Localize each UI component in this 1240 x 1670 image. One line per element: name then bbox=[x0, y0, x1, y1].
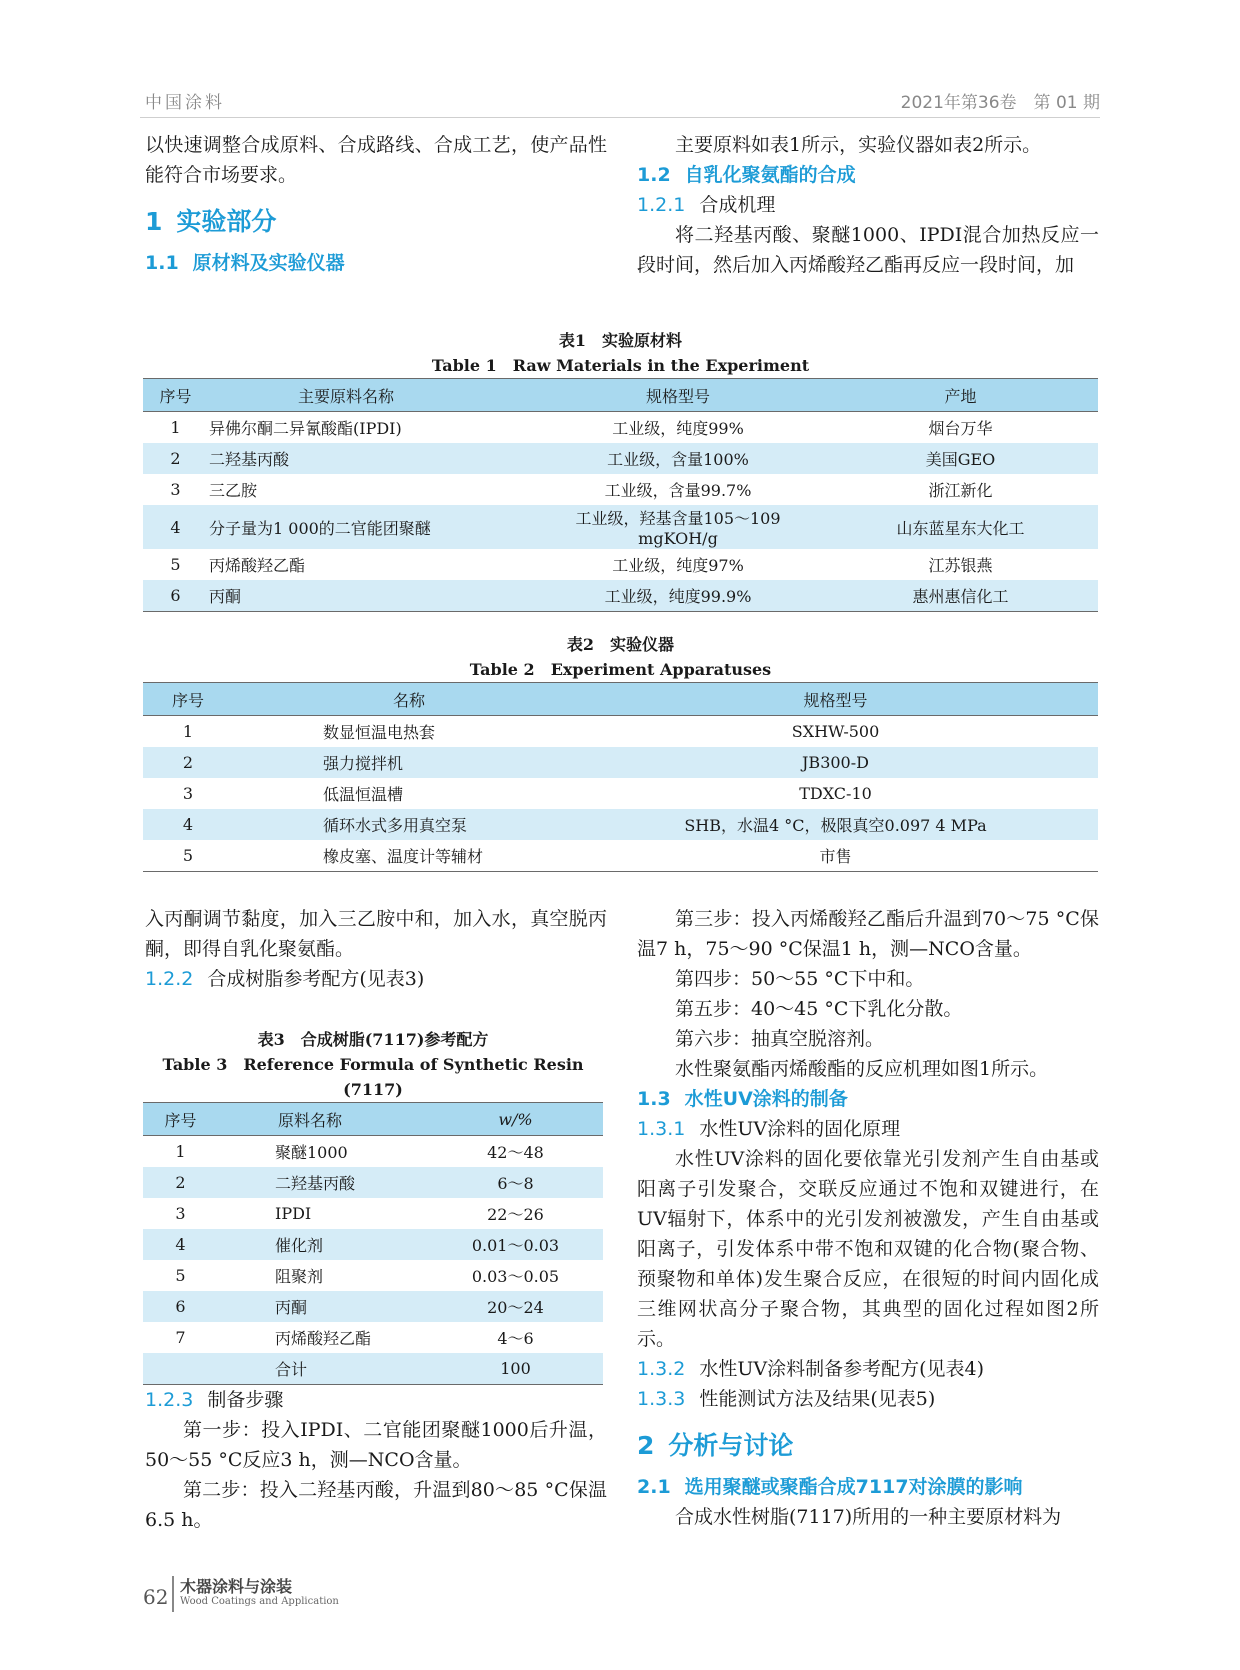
cell: 分子量为1 000的二官能团聚醚 bbox=[208, 505, 533, 549]
section-number: 2 bbox=[637, 1431, 655, 1460]
cell: 工业级，纯度99.9% bbox=[533, 580, 823, 612]
cell: 二羟基丙酸 bbox=[218, 1167, 428, 1198]
section-heading-2-1 bbox=[637, 1472, 1099, 1502]
right-column-bottom bbox=[637, 904, 1099, 1532]
section-heading-1 bbox=[145, 204, 607, 240]
table-row bbox=[143, 1322, 603, 1353]
paragraph: 合成水性树脂(7117)所用的一种主要原材料为 bbox=[675, 1506, 1062, 1528]
cell: 二羟基丙酸 bbox=[208, 443, 533, 474]
cell: 橡皮塞、温度计等辅材 bbox=[233, 840, 573, 872]
cell: 丙酮 bbox=[218, 1291, 428, 1322]
cell: SHB，水温4 °C，极限真空0.097 4 MPa bbox=[573, 809, 1098, 840]
section-heading-2 bbox=[637, 1428, 1099, 1464]
cell: 6～8 bbox=[428, 1167, 603, 1198]
section-number: 1.2.2 bbox=[145, 968, 194, 990]
section-title: 选用聚醚或聚酯合成7117对涂膜的影响 bbox=[684, 1476, 1023, 1498]
cell: 烟台万华 bbox=[928, 419, 993, 438]
cell: 100 bbox=[428, 1353, 603, 1385]
cell: 阻聚剂 bbox=[275, 1267, 324, 1286]
cell: 异佛尔酮二异氰酸酯(IPDI) bbox=[209, 419, 402, 438]
section-heading-1-3-1 bbox=[637, 1114, 1099, 1144]
table-row bbox=[143, 412, 1098, 444]
cell: 美国GEO bbox=[823, 443, 1098, 474]
cell: 工业级，纯度99% bbox=[612, 419, 744, 438]
paragraph: 水性UV涂料的固化要依靠光引发剂产生自由基或阳离子引发聚合，交联反应通过不饱和双键进行，在UV辐射下，体系中的光引发剂被激发，产生自由基或阳离子，引发体系中带不饱和双键的化合物(聚合物、预聚物和单体)发生聚合反应，在很短的时间内固化成三维网状高分子聚合物，其典型的固化过程如图2所示。 bbox=[637, 1148, 1099, 1350]
section-title: 合成机理 bbox=[699, 194, 776, 216]
cell: 2 bbox=[143, 443, 208, 474]
cell: 5 bbox=[175, 1266, 186, 1285]
cell: 三乙胺 bbox=[209, 481, 258, 500]
cell: 惠州惠信化工 bbox=[823, 580, 1098, 612]
cell: SXHW-500 bbox=[791, 722, 880, 741]
table-row bbox=[143, 505, 1098, 549]
section-heading-1-3-2 bbox=[637, 1354, 1099, 1384]
cell: 工业级，纯度97% bbox=[612, 556, 744, 575]
formula-table bbox=[143, 1102, 603, 1385]
section-title: 实验部分 bbox=[176, 207, 277, 236]
paragraph: 第一步：投入IPDI、二官能团聚醚1000后升温，50～55 °C反应3 h，测—NCO含量。 bbox=[145, 1419, 607, 1471]
table-1 bbox=[143, 328, 1098, 612]
section-number: 1.2.3 bbox=[145, 1389, 194, 1411]
paragraph: 第四步：50～55 °C下中和。 bbox=[675, 968, 925, 990]
cell: 42～48 bbox=[487, 1143, 544, 1162]
table-row bbox=[143, 1167, 603, 1198]
paragraph: 第二步：投入二羟基丙酸，升温到80～85 °C保温6.5 h。 bbox=[145, 1479, 607, 1531]
cell: 2 bbox=[143, 747, 233, 778]
section-title: 分析与讨论 bbox=[668, 1431, 794, 1460]
section-heading-1-3-3 bbox=[637, 1384, 1099, 1414]
section-title: 自乳化聚氨酯的合成 bbox=[684, 164, 856, 186]
left-column-top bbox=[145, 130, 607, 278]
cell: 市售 bbox=[573, 840, 1098, 872]
section-number: 1 bbox=[145, 207, 163, 236]
cell: 强力搅拌机 bbox=[233, 747, 573, 778]
section-title: 水性UV涂料制备参考配方(见表4) bbox=[699, 1358, 985, 1380]
column-header: 序号 bbox=[143, 379, 208, 412]
cell: 4 bbox=[143, 505, 208, 549]
column-header: 规格型号 bbox=[573, 683, 1098, 716]
table-caption-en: Table 3 Reference Formula of Synthetic Resin (7117) bbox=[162, 1055, 584, 1099]
paragraph: 第五步：40～45 °C下乳化分散。 bbox=[675, 998, 963, 1020]
section-number: 1.3.1 bbox=[637, 1118, 686, 1140]
column-header: 主要原料名称 bbox=[208, 379, 533, 412]
table-row bbox=[143, 549, 1098, 580]
section-heading-1-1 bbox=[145, 248, 607, 278]
cell: 山东蓝星东大化工 bbox=[823, 505, 1098, 549]
cell: 低温恒温槽 bbox=[323, 785, 404, 804]
cell: 3 bbox=[175, 1204, 186, 1223]
column-header: 规格型号 bbox=[533, 379, 823, 412]
cell: 丙烯酸羟乙酯 bbox=[209, 556, 306, 575]
footer-divider bbox=[172, 1576, 174, 1612]
table-caption-cn: 表2 实验仪器 bbox=[566, 635, 675, 654]
cell: 0.01～0.03 bbox=[428, 1229, 603, 1260]
cell: 6 bbox=[143, 580, 208, 612]
paragraph: 水性聚氨酯丙烯酸酯的反应机理如图1所示。 bbox=[675, 1058, 1049, 1080]
apparatus-table bbox=[143, 682, 1098, 872]
section-heading-1-2-1 bbox=[637, 190, 1099, 220]
cell: 数显恒温电热套 bbox=[323, 723, 436, 742]
paragraph: 第三步：投入丙烯酸羟乙酯后升温到70～75 °C保温7 h，75～90 °C保温1 h，测—NCO含量。 bbox=[637, 908, 1099, 960]
cell bbox=[143, 1353, 218, 1385]
table-row bbox=[143, 1260, 603, 1291]
footer-journal-subtitle: Wood Coatings and Application bbox=[180, 1596, 339, 1607]
paragraph: 第六步：抽真空脱溶剂。 bbox=[675, 1028, 885, 1050]
cell: 2 bbox=[143, 1167, 218, 1198]
column-header: 原料名称 bbox=[218, 1103, 428, 1136]
paragraph: 主要原料如表1所示，实验仪器如表2所示。 bbox=[675, 134, 1042, 156]
cell: 催化剂 bbox=[218, 1229, 428, 1260]
section-title: 性能测试方法及结果(见表5) bbox=[699, 1388, 936, 1410]
section-title: 原材料及实验仪器 bbox=[192, 252, 345, 274]
table-row bbox=[143, 778, 1098, 809]
cell: 丙酮 bbox=[208, 580, 533, 612]
cell: 丙烯酸羟乙酯 bbox=[275, 1329, 372, 1348]
section-number: 1.1 bbox=[145, 252, 179, 274]
cell: 3 bbox=[182, 784, 194, 803]
issue-info: 2021年第36卷 第 01 期 bbox=[900, 93, 1100, 113]
cell: 聚醚1000 bbox=[275, 1143, 348, 1162]
table-3 bbox=[143, 1027, 603, 1385]
paragraph: 将二羟基丙酸、聚醚1000、IPDI混合加热反应一段时间，然后加入丙烯酸羟乙酯再反应一段时间，加 bbox=[637, 224, 1099, 276]
cell: 7 bbox=[175, 1328, 186, 1347]
column-header: 名称 bbox=[233, 683, 573, 716]
paragraph: 以快速调整合成原料、合成路线、合成工艺，使产品性能符合市场要求。 bbox=[145, 134, 607, 186]
cell: 4 bbox=[143, 1229, 218, 1260]
table-row bbox=[143, 747, 1098, 778]
table-2 bbox=[143, 632, 1098, 872]
table-row-total bbox=[143, 1353, 603, 1385]
cell: 浙江新化 bbox=[928, 481, 993, 500]
cell: 工业级，含量100% bbox=[533, 443, 823, 474]
section-title: 合成树脂参考配方(见表3) bbox=[207, 968, 425, 990]
cell: 5 bbox=[143, 840, 233, 872]
cell: 合计 bbox=[218, 1353, 428, 1385]
cell: 江苏银燕 bbox=[928, 556, 993, 575]
table-caption-en: Table 2 Experiment Apparatuses bbox=[469, 660, 772, 679]
column-header: w/% bbox=[428, 1103, 603, 1136]
table-row bbox=[143, 1198, 603, 1229]
section-number: 1.3 bbox=[637, 1088, 671, 1110]
column-header: 产地 bbox=[823, 379, 1098, 412]
cell: 工业级，羟基含量105～109 mgKOH/g bbox=[533, 505, 823, 549]
cell: 20～24 bbox=[428, 1291, 603, 1322]
cell: 循环水式多用真空泵 bbox=[233, 809, 573, 840]
section-title: 水性UV涂料的固化原理 bbox=[699, 1118, 901, 1140]
cell: TDXC-10 bbox=[799, 784, 872, 803]
table-caption-en: Table 1 Raw Materials in the Experiment bbox=[431, 356, 810, 375]
paragraph: 入丙酮调节黏度，加入三乙胺中和，加入水，真空脱丙酮，即得自乳化聚氨酯。 bbox=[145, 908, 607, 960]
section-heading-1-2-3 bbox=[145, 1385, 607, 1415]
cell: 0.03～0.05 bbox=[471, 1267, 560, 1286]
table-row bbox=[143, 1291, 603, 1322]
section-number: 1.2 bbox=[637, 164, 671, 186]
journal-header: 中国涂料 bbox=[145, 93, 225, 113]
column-header: 序号 bbox=[143, 1103, 218, 1136]
footer-journal-title: 木器涂料与涂装 bbox=[180, 1577, 293, 1596]
right-column-top bbox=[637, 130, 1099, 280]
cell: 1 bbox=[182, 722, 194, 741]
table-row bbox=[143, 716, 1098, 748]
section-number: 1.2.1 bbox=[637, 194, 686, 216]
table-row bbox=[143, 840, 1098, 872]
table-row bbox=[143, 809, 1098, 840]
section-number: 1.3.2 bbox=[637, 1358, 686, 1380]
raw-materials-table bbox=[143, 378, 1098, 612]
left-column-bottom bbox=[145, 904, 607, 994]
page-number: 62 bbox=[143, 1585, 169, 1609]
left-column-steps bbox=[145, 1385, 607, 1535]
table-row bbox=[143, 443, 1098, 474]
table-caption-cn: 表1 实验原材料 bbox=[558, 331, 683, 350]
cell: 6 bbox=[143, 1291, 218, 1322]
cell: 4 bbox=[143, 809, 233, 840]
cell: 1 bbox=[170, 418, 181, 437]
table-row bbox=[143, 580, 1098, 612]
cell: IPDI bbox=[275, 1204, 312, 1223]
header-rule bbox=[140, 117, 1100, 118]
column-header: 序号 bbox=[143, 683, 233, 716]
section-title: 水性UV涂料的制备 bbox=[684, 1088, 848, 1110]
cell: 4～6 bbox=[497, 1329, 534, 1348]
section-heading-1-3 bbox=[637, 1084, 1099, 1114]
table-row bbox=[143, 1229, 603, 1260]
cell: 22～26 bbox=[487, 1205, 544, 1224]
section-heading-1-2 bbox=[637, 160, 1099, 190]
cell: 5 bbox=[170, 555, 181, 574]
section-number: 2.1 bbox=[637, 1476, 671, 1498]
cell: JB300-D bbox=[573, 747, 1098, 778]
cell: 3 bbox=[170, 480, 181, 499]
table-caption-cn: 表3 合成树脂(7117)参考配方 bbox=[257, 1030, 489, 1049]
table-row bbox=[143, 474, 1098, 505]
section-title: 制备步骤 bbox=[207, 1389, 284, 1411]
cell: 1 bbox=[175, 1142, 186, 1161]
table-row bbox=[143, 1136, 603, 1168]
section-heading-1-2-2 bbox=[145, 964, 607, 994]
cell: 工业级，含量99.7% bbox=[604, 481, 752, 500]
section-number: 1.3.3 bbox=[637, 1388, 686, 1410]
